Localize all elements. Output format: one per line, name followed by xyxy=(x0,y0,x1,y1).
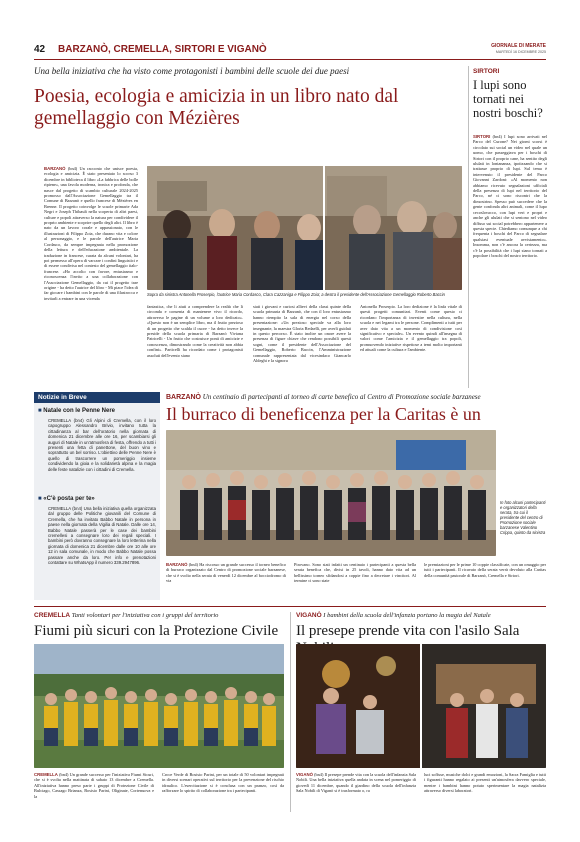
main-dateline: BARZANÒ xyxy=(44,166,66,171)
main-col-1-text: (bn4) Un racconto che unisce poesia, ecologia e amicizia. È stato presentato lo scorso 3 dicembre in biblioteca il libro «La fabbrica delle bolle ripiene», una favola moderna, ironica e profonda, che nasce dal progetto di scambio culturale 2024-2025 promosso dall'Associazione Gemellaggio tra il Comune di Barzanò e quello francese di Mézières en Brenne. Il progetto coinvolge le scuole primarie Ada Negri e Joseph Thibault nella scoperta di altri paesi, culture e popoli attraverso la natura per condividere il proprio ambiente e scoprire quello degli altri. Il libro è nato da un lavoro corale e appassionato, con le illustrazioni di Filippo Zoia, che durano vita e colore al personaggio, e le parole dell'autrice Maria Cordasco, da sempre impegnata nella promozione della lettura e dell'educazione ambientale. La traduzione in francese, curata da alcuni volontari, ha poi permesso all'opera di varcare i confini linguistici e di essere condivisa nel contesto del gemellaggio italo-francese. «Ho accolto con favore, entusiasmo e riconoscenza l'invito a una collaborazione con l'Associazione Gemellaggio, da cui il progetto trae origine - ha detto l'autrice del libro - Mi piace l'idea di far giocare i bambini con le parole di una filastrocca e invitarli a entrare in una vicenda xyxy=(44,166,138,301)
main-kicker: Una bella iniziativa che ha visto come protagonisti i bambini delle scuole dei due paesi xyxy=(34,66,350,76)
cremella-kicker-text: Tanti volontari per l'iniziativa con i gruppi del territorio xyxy=(71,612,219,619)
cremella-section: CREMELLA xyxy=(34,612,71,619)
notizie-item-2-body: CREMELLA (bn4) Una bella iniziativa quella organizzata dal gruppo delle Politiche giovanili del Comune di Cremella, che ha invitato Babbo Natale in persona in paese nella giornata della Vigilia di Natale. Dalle ore 14, Babbo Natale passerà per le case dei bambini cremellesi a consegnare loro dei regali speciali. I bambini però dovranno consegnare la loro letterina nella giornata di domenica 21 dicembre dalle ore 10 alle ore 12 in sala comunale, in modo che Babbo Natale possa passare anche da loro. Per info e prenotazioni contattare su WhatsApp il numero 339.2947896. xyxy=(48,506,156,566)
cremella-photo-image xyxy=(34,644,284,768)
burraco-col-1 xyxy=(166,562,286,600)
vigano-dateline: VIGANÒ xyxy=(296,772,313,777)
burraco-dateline: BARZANÒ xyxy=(166,562,188,567)
bullet-arrow-icon: ■ xyxy=(38,496,44,502)
vigano-col-2: luci soffuse, musiche dolci e grandi emozioni, la Sacra Famiglia e tutti i figuranti hanno regalato ai presenti un'atmosfera davvero speciale, mentre i bambini hanno potuto sperimentare la magia natalizia attraverso diversi laboratori. xyxy=(424,772,546,794)
burraco-col-3: le premiazioni per le prime 10 coppie classificate, con un omaggio per tutti i partecipanti. Il ricavato della serata verrà devoluto alla Caritas della comunità pastorale di Barzanò, Cremella e Sirtori. xyxy=(424,562,546,578)
main-col-3 xyxy=(253,304,351,388)
burraco-kicker xyxy=(166,393,546,401)
main-photo-caption: Sopra da sinistra Antonella Proserpio, l'autrice Maria Cordasco, Clara Cazzaniga e Filippo Zoia; a destra il presidente dell'Associazione Gemellaggio Roberto Baccin xyxy=(147,292,445,297)
sidebar-title: I lupi sono tornati nei nostri boschi? xyxy=(473,78,543,120)
cremella-dateline: CREMELLA xyxy=(34,772,58,777)
sidebar-body-text: (bn4) I lupi sono arrivati nel Parco del Curone? Nei giorni scorsi è circolato sui social un video nel quale un uomo, che passeggiava per i boschi di Sirtori con il proprio cane, ha sentito degli ululati in lontananza, ipotizzando che si trattasse proprio di lupi. Sul tema è intervenuto il presidente del Parco Giovanni Zardoni: «Al momento non abbiamo ricevuto segnalazioni ufficiali della presenza di lupi nel territorio del Parco, né ci sono riscontri che la dimostrino. Spesso può succedere che la gente confonda altri animali, come il lupo cecoslovacco, con lupi veri e propri e anche gli ululati che si sentono nel video diffuso sui social potrebbero appartenere a questa specie. Chiediamo comunque a chi frequenta i boschi del Parco di segnalare qualsiasi eventuale avvistamento». Insomma, non c'è ancora la certezza, ma c'è la possibilità che i lupi siano tornati a popolare i boschi del nostro territorio. xyxy=(473,134,547,258)
notizie-header-text: Notizie in Breve xyxy=(38,394,87,401)
main-col-4: Antonella Proserpio. La loro dedizione è la linfa vitale di questi progetti comunitari. Eventi come questo ci ricordano l'importanza di investire nella cultura, nella scuola e nei legami tra le persone. Complimenti a tutti per aver dato vita a un momento di condivisione così significativo e speciale». Un evento quindi all'insegna di valori come l'amicizia e il gemellaggio tra popoli, promuovendo iniziative rispettose a temi molto importanti ed attuali come la cultura e l'ambiente. xyxy=(360,304,462,353)
cremella-title: Fiumi più sicuri con la Protezione Civile xyxy=(34,623,279,639)
cremella-photo xyxy=(34,644,284,768)
burraco-title: Il burraco di beneficenza per la Caritas è un xyxy=(166,404,481,424)
header-rule xyxy=(34,59,546,60)
burraco-col-1-text: (bn4) Ha riscosso un grande successo il torneo benefico di burraco organizzato dal Centro di promozione sociale barzanese, che si è svolto nella serata di venerdì 12 dicembre al bocciodromo di via xyxy=(166,562,286,584)
cremella-col-1-text: (bn4) Un grande successo per l'iniziativa Fiumi Sicuri, che si è svolta nella mattinata di sabato 13 dicembre a Cremella. All'iniziativa hanno preso parte i gruppi di Protezione Civile di Bulciago, Cassago Brianza, Bosisio Parini, Oliginate, Cortenuova e la xyxy=(34,772,154,799)
bottom-divider xyxy=(290,612,291,812)
burraco-photo-image xyxy=(166,430,496,556)
cremella-col-1 xyxy=(34,772,154,812)
page-number: 42 xyxy=(34,44,46,55)
cremella-kicker xyxy=(34,612,284,619)
notizie-box xyxy=(34,392,160,600)
notizie-header xyxy=(34,392,160,403)
bottom-section-rule xyxy=(34,606,546,607)
vigano-kicker-text: I bambini della scuola dell'infanzia portano la magia del Natale xyxy=(323,612,491,619)
section-title: BARZANÒ, CREMELLA, SIRTORI E VIGANÒ xyxy=(58,44,267,55)
main-col-2: fantastica, che li aiuti a comprendere la realtà che li circonda e consenta di mantenere vivo il ricordo, attraverso le pagine di un volume a loro dedicato». «Questo non è un semplice libro, ma il frutto prezioso di un progetto che scalda il cuore - ha detto invece la preside della scuola primaria di Barzanò Viviana Patricelli - Un frutto che costruisce ponti di amicizie e conoscenza, dimostrando come la creatività non abbia confini». Particelli ha ricordato come i protagonisti assoluti dell'evento siano xyxy=(147,304,243,358)
notizie-item-2-title: ■ «C'è posta per te» xyxy=(38,496,95,502)
main-photo xyxy=(147,166,462,290)
main-col-3-text: stati i giovani e curiosi allievi della classi quinte della scuola primaria di Barzanò, che con il loro entusiasmo hanno riempito la sala di energia nel corso della presentazione: «Un prezioso speciale va alla loro insegnante, la maestra Gloria Redaelli, per averli guidati in questo percorso. È stato inoltre un onore avere la presenza di figure chiave che rendono possibili questi sogni, come il presidente dell'Associazione del Gemellaggio, Roberto Baccin, l'Amministrazione comunale rappresentata dal vicesindaco Giancarlo Aldeghi e la signora xyxy=(253,304,351,364)
vigano-kicker xyxy=(296,612,546,619)
burraco-section: BARZANÒ xyxy=(166,394,201,401)
sidebar-section: SIRTORI xyxy=(473,68,500,75)
burraco-photo-caption: In foto alcuni partecipanti e organizzatori della serata, tra cui il presidente del centro di Promozione sociale barzanese Valentino Crippa, quinto da sinistra xyxy=(500,500,546,535)
main-col-1 xyxy=(44,166,138,388)
burraco-photo xyxy=(166,430,496,556)
vigano-col-1-text: (bn4) Il presepe prende vita con la scuola dell'infanzia Sala Nobili. Una bella iniziativa quella andata in scena nel pomeriggio di giovedì 11 dicembre, quando il giardino della scuola dell'infanzia Sala Nobili di Viganò si è trasformato o, ra xyxy=(296,772,416,794)
vigano-photo-image xyxy=(296,644,546,768)
paper-date: MARTEDÌ 16 DICEMBRE 2025 xyxy=(495,50,546,54)
notizie-item-1-body: CREMELLA (bn4) Gli Alpini di Cremella, con il loro capogruppo Alessandro Brivio, invitano tutta la cittadinanza al bar dell'oratorio nella giornata di domenica 21 dicembre alle ore 16, per scambiarsi gli auguri di Natale in un'atmosfera di festa, offrendo a tutti i presenti una fetta di panettone, del buon vino e soprattutto un bel sorriso. L'obiettivo delle Penne Nere è quello di trascorrere un pomeriggio insieme condividendo la gioia e la solidarietà alpina e la magia delle feste natalizie con i cittadini di Cremella. xyxy=(48,418,156,472)
main-photo-image xyxy=(147,166,462,290)
sidebar-divider xyxy=(468,66,469,388)
paper-name: GIORNALE DI MERATE xyxy=(491,43,546,49)
cremella-col-2: Croce Verde di Bosisio Parini, per un totale di 50 volontari impegnati in diversi scenari operativi sul territorio per la prevenzione del rischio idraulico. L'esercitazione si è conclusa con un pranzo, così da rafforzare lo spirito di collaborazione tra i partecipanti. xyxy=(162,772,284,794)
sidebar-body xyxy=(473,134,547,388)
burraco-col-2: Pirovano. Sono stati infatti un centinaio i partecipanti a questa bella serata benefica che, divisi in 25 tavoli, hanno dato vita ad un bellissimo torneo sfidandosi a coppie fino a decretare i vincitori. Al termine ci sono state xyxy=(294,562,416,584)
burraco-kicker-text: Un centinaio di partecipanti al torneo di carte benefico al Centro di Promozione sociale barzanese xyxy=(202,393,481,401)
vigano-photo xyxy=(296,644,546,768)
vigano-col-1 xyxy=(296,772,416,812)
sidebar-dateline: SIRTORI xyxy=(473,134,491,139)
notizie-item-1-title: ■ Natale con le Penne Nere xyxy=(38,408,115,414)
page-header xyxy=(34,43,546,59)
bullet-arrow-icon: ■ xyxy=(38,408,44,414)
vigano-section: VIGANÒ xyxy=(296,612,322,619)
main-title: Poesia, ecologia e amicizia in un libro nato dal gemellaggio con Mézières xyxy=(34,86,399,129)
vigano-title: Il presepe prende vita con l'asilo Sala xyxy=(296,623,520,639)
